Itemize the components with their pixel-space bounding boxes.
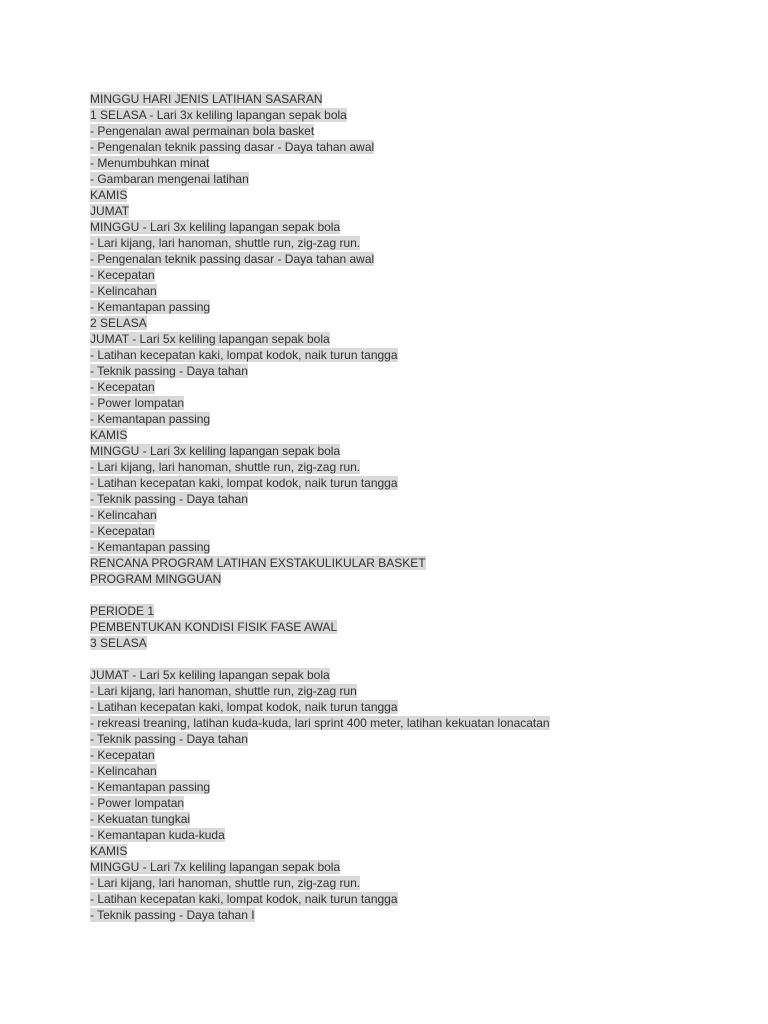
text-line-content: PROGRAM MINGGUAN xyxy=(90,572,222,586)
text-line xyxy=(90,731,750,747)
text-line-content: JUMAT - Lari 5x keliling lapangan sepak bola xyxy=(90,668,330,682)
text-line xyxy=(90,811,750,827)
text-line xyxy=(90,347,750,363)
text-line xyxy=(90,747,750,763)
text-line xyxy=(90,283,750,299)
text-line-content: MINGGU - Lari 7x keliling lapangan sepak bola xyxy=(90,860,341,874)
text-line xyxy=(90,683,750,699)
text-line xyxy=(90,171,750,187)
text-line-content: MINGGU - Lari 3x keliling lapangan sepak bola xyxy=(90,220,341,234)
text-line xyxy=(90,155,750,171)
text-line-content: - Teknik passing - Daya tahan I xyxy=(90,908,255,922)
text-line xyxy=(90,459,750,475)
text-line-content: - Kemantapan passing xyxy=(90,412,211,426)
text-line xyxy=(90,795,750,811)
text-line-content: KAMIS xyxy=(90,428,128,442)
text-line xyxy=(90,699,750,715)
text-line xyxy=(90,251,750,267)
text-line-content: - Latihan kecepatan kaki, lompat kodok, naik turun tangga xyxy=(90,892,398,906)
text-line-content: - Kemantapan passing xyxy=(90,540,211,554)
text-line-content: - Kelincahan xyxy=(90,284,157,298)
text-line-content: - Power lompatan xyxy=(90,396,185,410)
text-line xyxy=(90,219,750,235)
text-line-content: - Power lompatan xyxy=(90,796,185,810)
text-line-content: - Kemantapan passing xyxy=(90,780,211,794)
text-line-content: - Lari kijang, lari hanoman, shuttle run, zig-zag run. xyxy=(90,236,361,250)
text-line-content: - Pengenalan awal permainan bola basket xyxy=(90,124,315,138)
text-line xyxy=(90,315,750,331)
text-line xyxy=(90,395,750,411)
text-line-content: - Lari kijang, lari hanoman, shuttle run, zig-zag run xyxy=(90,684,357,698)
text-line xyxy=(90,619,750,635)
text-line xyxy=(90,139,750,155)
text-line xyxy=(90,891,750,907)
text-line-content: PERIODE 1 xyxy=(90,604,155,618)
text-line-content: RENCANA PROGRAM LATIHAN EXSTAKULIKULAR BASKET xyxy=(90,556,426,570)
text-line-content: JUMAT - Lari 5x keliling lapangan sepak bola xyxy=(90,332,330,346)
text-line-content: 3 SELASA xyxy=(90,636,147,650)
text-line xyxy=(90,299,750,315)
text-line xyxy=(90,763,750,779)
text-line xyxy=(90,603,750,619)
text-line xyxy=(90,571,750,587)
text-line-content: - Kecepatan xyxy=(90,524,155,538)
text-line-content: - Kemantapan passing xyxy=(90,300,211,314)
text-line-content: - Latihan kecepatan kaki, lompat kodok, naik turun tangga xyxy=(90,348,398,362)
text-line-content: - Menumbuhkan minat xyxy=(90,156,210,170)
text-line xyxy=(90,107,750,123)
text-line-content: - Kecepatan xyxy=(90,380,155,394)
text-line xyxy=(90,539,750,555)
text-line-content: 2 SELASA xyxy=(90,316,147,330)
text-line xyxy=(90,475,750,491)
text-line-content: - Kemantapan kuda-kuda xyxy=(90,828,225,842)
text-line-content: MINGGU - Lari 3x keliling lapangan sepak bola xyxy=(90,444,341,458)
text-line xyxy=(90,91,750,107)
text-line xyxy=(90,491,750,507)
text-line-content: - Kecepatan xyxy=(90,268,155,282)
text-line xyxy=(90,523,750,539)
text-line xyxy=(90,331,750,347)
text-line xyxy=(90,379,750,395)
text-line xyxy=(90,859,750,875)
text-line-content: - Pengenalan teknik passing dasar - Daya tahan awal xyxy=(90,140,375,154)
document-page xyxy=(90,91,750,923)
text-line-content: - Kekuatan tungkai xyxy=(90,812,191,826)
text-line-content: - Gambaran mengenai latihan xyxy=(90,172,249,186)
text-line-content: JUMAT xyxy=(90,204,130,218)
text-line-content: - Lari kijang, lari hanoman, shuttle run, zig-zag run. xyxy=(90,876,361,890)
text-line xyxy=(90,235,750,251)
text-line-content: - Kelincahan xyxy=(90,508,157,522)
text-line xyxy=(90,635,750,651)
text-line xyxy=(90,779,750,795)
text-line-content: - rekreasi treaning, latihan kuda-kuda, lari sprint 400 meter, latihan kekuatan lonacatan xyxy=(90,716,550,730)
text-line xyxy=(90,843,750,859)
text-line-content: - Pengenalan teknik passing dasar - Daya tahan awal xyxy=(90,252,375,266)
text-line xyxy=(90,827,750,843)
text-line xyxy=(90,203,750,219)
text-line-content: 1 SELASA - Lari 3x keliling lapangan sepak bola xyxy=(90,108,347,122)
text-line-content: MINGGU HARI JENIS LATIHAN SASARAN xyxy=(90,92,323,106)
text-line-content: - Lari kijang, lari hanoman, shuttle run, zig-zag run. xyxy=(90,460,361,474)
text-line xyxy=(90,427,750,443)
text-line xyxy=(90,187,750,203)
text-line-content: - Teknik passing - Daya tahan xyxy=(90,364,248,378)
blank-line xyxy=(90,587,750,603)
text-line-content: KAMIS xyxy=(90,844,128,858)
text-line xyxy=(90,555,750,571)
text-line-content: - Teknik passing - Daya tahan xyxy=(90,492,248,506)
text-line-content: - Kecepatan xyxy=(90,748,155,762)
text-line xyxy=(90,123,750,139)
text-line-content: - Kelincahan xyxy=(90,764,157,778)
text-line xyxy=(90,907,750,923)
text-line xyxy=(90,715,750,731)
text-line xyxy=(90,363,750,379)
text-line-content: - Latihan kecepatan kaki, lompat kodok, naik turun tangga xyxy=(90,700,398,714)
blank-line xyxy=(90,651,750,667)
text-line xyxy=(90,267,750,283)
text-line-content: - Teknik passing - Daya tahan xyxy=(90,732,248,746)
text-line xyxy=(90,411,750,427)
text-line-content: KAMIS xyxy=(90,188,128,202)
text-line xyxy=(90,667,750,683)
text-line-content: PEMBENTUKAN KONDISI FISIK FASE AWAL xyxy=(90,620,338,634)
text-line xyxy=(90,443,750,459)
text-line xyxy=(90,875,750,891)
text-line xyxy=(90,507,750,523)
text-line-content: - Latihan kecepatan kaki, lompat kodok, naik turun tangga xyxy=(90,476,398,490)
